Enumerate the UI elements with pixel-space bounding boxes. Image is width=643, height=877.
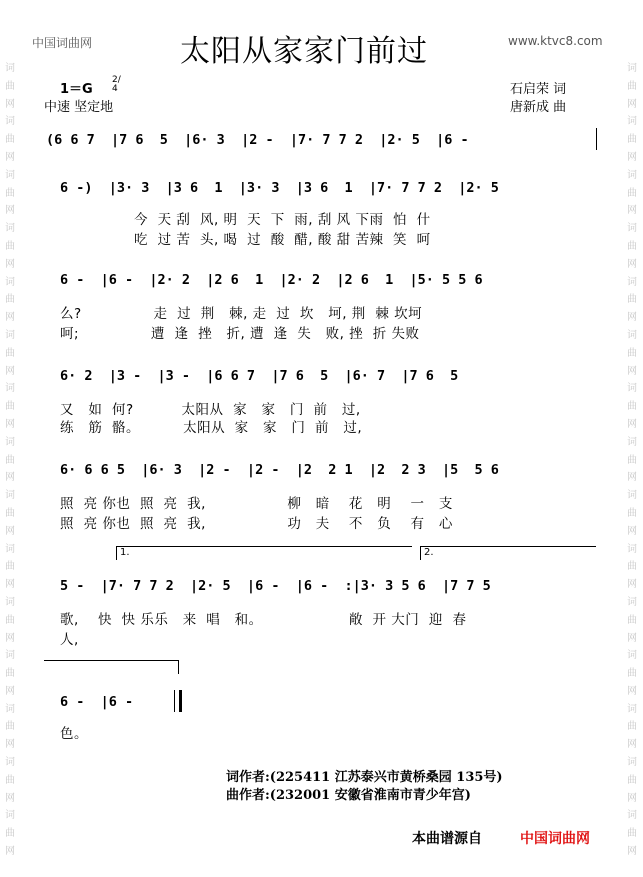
final-barline-thin <box>174 690 175 712</box>
notes-line-2: 6 -) |3· 3 |3 6 1 |3· 3 |3 6 1 |7· 7 7 2 |2· 5 <box>60 180 499 196</box>
lyrics-line-6-verse-2: 人, <box>60 632 79 648</box>
notes-line-5: 6· 6 6 5 |6· 3 |2 - |2 - |2 2 1 |2 2 3 |5 5 6 <box>60 462 499 478</box>
tempo-marking: 中速 坚定地 <box>44 100 114 115</box>
volta-2-number: 2. <box>424 547 434 558</box>
key-signature: 1＝G <box>60 82 93 97</box>
lyrics-line-3-verse-2: 呵; 遭 逢 挫 折, 遭 逢 失 败, 挫 折 失败 <box>60 326 420 342</box>
final-barline-thick <box>179 690 182 712</box>
source-prefix: 本曲谱源自 <box>412 831 482 847</box>
volta-continuation-tick <box>178 660 179 674</box>
volta-1-bracket <box>116 546 412 547</box>
side-watermark-left: 词曲网词曲网词曲网词曲网词曲网词曲网词曲网词曲网词曲网词曲网词曲网词曲网词曲网词曲网词曲网 <box>5 63 15 858</box>
notes-line-3: 6 - |6 - |2· 2 |2 6 1 |2· 2 |2 6 1 |5· 5 5 6 <box>60 272 483 288</box>
volta-2-bracket <box>420 546 596 547</box>
lyrics-line-2-verse-2: 吃 过 苦 头, 喝 过 酸 醋, 酸 甜 苦辣 笑 呵 <box>134 232 431 248</box>
volta-1-tick <box>116 546 117 560</box>
side-watermark-right: 词曲网词曲网词曲网词曲网词曲网词曲网词曲网词曲网词曲网词曲网词曲网词曲网词曲网词曲网词曲网 <box>627 63 637 858</box>
volta-continuation <box>44 660 178 661</box>
barline <box>596 128 597 150</box>
lyrics-line-7-verse-1: 色。 <box>60 726 88 742</box>
site-url-right: www.ktvc8.com <box>508 34 603 48</box>
lyricist-address: 词作者:(225411 江苏泰兴市黄桥桑园 135号) <box>226 770 503 785</box>
composer-credit: 唐新成 曲 <box>510 100 567 115</box>
song-title: 太阳从家家门前过 <box>180 34 428 69</box>
notes-line-1: (6 6 7 |7 6 5 |6· 3 |2 - |7· 7 7 2 |2· 5 |6 - <box>46 132 469 148</box>
site-name-left: 中国词曲网 <box>32 36 93 50</box>
notes-line-7: 6 - |6 - <box>60 694 134 710</box>
notes-line-6: 5 - |7· 7 7 2 |2· 5 |6 - |6 - :|3· 3 5 6 |7 7 5 <box>60 578 491 594</box>
lyrics-line-4-verse-2: 练 筋 骼。 太阳从 家 家 门 前 过, <box>60 420 363 436</box>
volta-1-number: 1. <box>120 547 130 558</box>
lyrics-line-5-verse-2: 照 亮 你也 照 亮 我, 功 夫 不 负 有 心 <box>60 516 453 532</box>
lyrics-line-6-verse-1: 歌, 快 快 乐乐 来 唱 和。 敞 开 大门 迎 春 <box>60 612 467 628</box>
lyrics-line-2-verse-1: 今 天 刮 风, 明 天 下 雨, 刮 风 下雨 怕 什 <box>134 212 431 228</box>
lyrics-line-5-verse-1: 照 亮 你也 照 亮 我, 柳 暗 花 明 一 支 <box>60 496 453 512</box>
volta-2-tick <box>420 546 421 560</box>
source-brand: 中国词曲网 <box>520 831 590 847</box>
lyricist-credit: 石启荣 词 <box>510 82 567 97</box>
composer-address: 曲作者:(232001 安徽省淮南市青少年宫) <box>226 788 471 803</box>
lyrics-line-3-verse-1: 么? 走 过 荆 棘, 走 过 坎 坷, 荆 棘 坎坷 <box>60 306 423 322</box>
lyrics-line-4-verse-1: 又 如 何? 太阳从 家 家 门 前 过, <box>60 402 361 418</box>
notes-line-4: 6· 2 |3 - |3 - |6 6 7 |7 6 5 |6· 7 |7 6 5 <box>60 368 459 384</box>
time-signature: 2/4 <box>112 75 121 94</box>
